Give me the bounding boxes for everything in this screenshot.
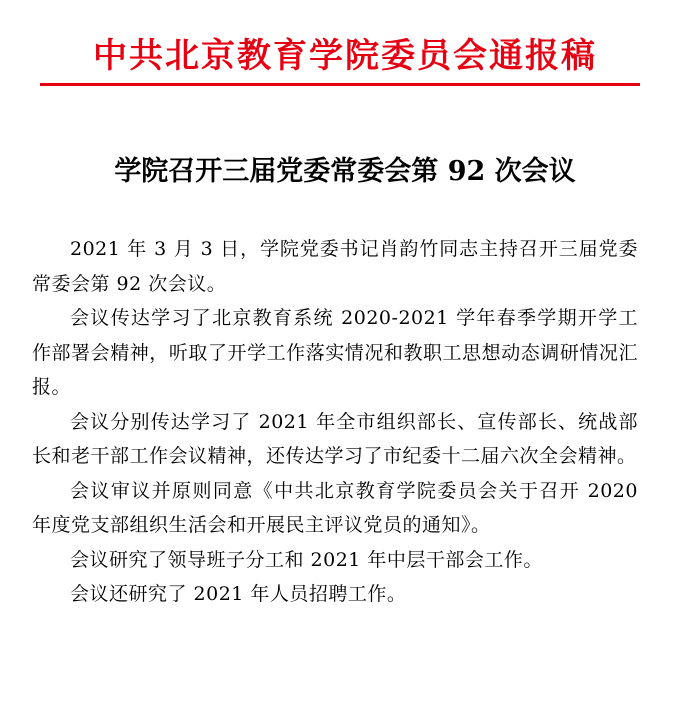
masthead-title: 中共北京教育学院委员会通报稿 bbox=[93, 36, 597, 76]
document-title: 学院召开三届党委常委会第 92 次会议 bbox=[114, 156, 576, 187]
paragraph: 会议还研究了 2021 年人员招聘工作。 bbox=[70, 583, 407, 605]
paragraph: 会议传达学习了北京教育系统 2020-2021 学年春季学期开学工作部署会精神，听取了开学工作落实情况和教职工思想动态调研情况汇报。 bbox=[32, 307, 638, 398]
document-body bbox=[32, 232, 638, 612]
paragraph: 2021 年 3 月 3 日，学院党委书记肖韵竹同志主持召开三届党委常委会第 92 次会议。 bbox=[32, 238, 638, 295]
red-divider-line bbox=[40, 83, 640, 86]
paragraph: 会议研究了领导班子分工和 2021 年中层干部会工作。 bbox=[70, 548, 543, 571]
paragraph: 会议分别传达学习了 2021 年全市组织部长、宣传部长、统战部长和老干部工作会议精神，还传达学习了市纪委十二届六次全会精神。 bbox=[32, 410, 638, 467]
paragraph: 会议审议并原则同意《中共北京教育学院委员会关于召开 2020 年度党支部组织生活会和开展民主评议党员的通知》。 bbox=[32, 479, 638, 536]
